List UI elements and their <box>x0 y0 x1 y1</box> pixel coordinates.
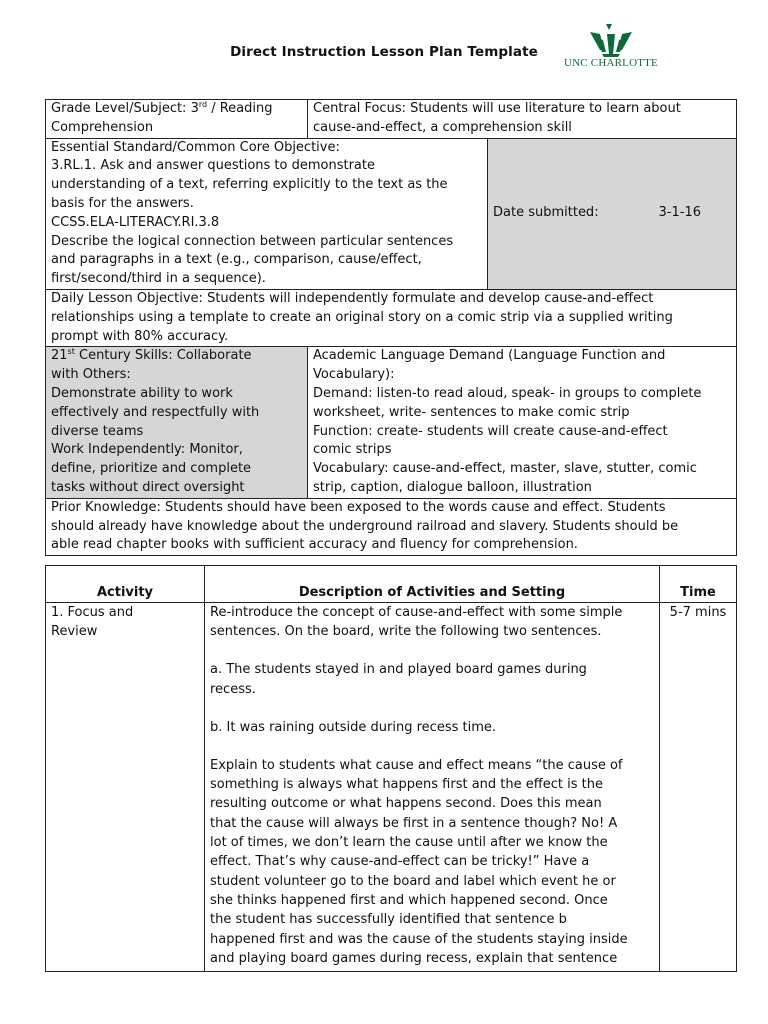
daily-objective-line: prompt with 80% accuracy. <box>51 328 229 344</box>
century-skills-cell <box>46 347 308 498</box>
description-line: Explain to students what cause and effect means “the cause of <box>210 757 623 773</box>
academic-language-line: strip, caption, dialogue balloon, illustration <box>313 479 592 495</box>
century-skills-line: tasks without direct oversight <box>51 479 245 495</box>
description-line: that the cause will always be first in a sentence though? No! A <box>210 815 618 831</box>
description-line: effect. That’s why cause-and-effect can be tricky!” Have a <box>210 854 590 870</box>
description-line: student volunteer go to the board and label which event he or <box>210 873 616 889</box>
daily-objective-line: relationships using a template to create an original story on a comic strip via a supplied writing <box>51 309 673 325</box>
standards-cell <box>46 138 488 289</box>
date-submitted-value: 3-1-16 <box>658 205 701 221</box>
grade-focus-row <box>46 100 737 139</box>
grade-superscript: rd <box>198 100 208 109</box>
standards-line: CCSS.ELA-LITERACY.RI.3.8 <box>51 214 220 230</box>
standards-line: Essential Standard/Common Core Objective: <box>51 139 340 155</box>
grade-subject-line <box>51 100 302 119</box>
standards-line: 3.RL.1. Ask and answer questions to demonstrate <box>51 158 375 174</box>
description-line: sentences. On the board, write the following two sentences. <box>210 624 602 640</box>
prior-knowledge-row <box>46 498 737 555</box>
description-column-header: Description of Activities and Setting <box>205 566 660 603</box>
date-submitted-label: Date submitted: <box>493 205 599 221</box>
description-spacer <box>210 699 654 718</box>
activities-header-row <box>46 566 737 603</box>
activity-name-line: Review <box>51 624 98 640</box>
prior-knowledge-line: able read chapter books with sufficient accuracy and fluency for comprehension. <box>51 537 578 553</box>
lesson-info-table <box>45 99 737 556</box>
century-skills-line: effectively and respectfully with <box>51 404 260 420</box>
century-skills-text: Century Skills: Collaborate <box>74 348 252 364</box>
description-line: recess. <box>210 681 256 697</box>
century-skills-line: Demonstrate ability to work <box>51 385 233 401</box>
description-line: the student has successfully identified that sentence b <box>210 912 567 928</box>
activities-table <box>45 565 737 972</box>
academic-language-line: Vocabulary): <box>313 367 395 383</box>
daily-objective-row <box>46 289 737 346</box>
activity-name-line: 1. Focus and <box>51 605 134 620</box>
century-skills-line: diverse teams <box>51 423 144 439</box>
standards-line: and paragraphs in a text (e.g., comparison, cause/effect, <box>51 252 422 268</box>
central-focus-line: cause-and-effect, a comprehension skill <box>313 119 572 135</box>
century-skills-line: define, prioritize and complete <box>51 461 252 477</box>
description-line: resulting outcome or what happens second. Does this mean <box>210 796 602 812</box>
grade-subject-line-2: Comprehension <box>51 119 154 135</box>
daily-objective-line: Daily Lesson Objective: Students will independently formulate and develop cause-and-effect <box>51 290 654 306</box>
unc-charlotte-logo <box>556 24 666 74</box>
daily-objective-cell <box>46 289 737 346</box>
activity-description-cell <box>205 603 660 972</box>
activity-column-header: Activity <box>46 566 205 603</box>
century-skills-line: with Others: <box>51 367 131 383</box>
century-number: 21 <box>51 348 68 364</box>
description-line: lot of times, we don’t learn the cause until after we know the <box>210 835 608 851</box>
activity-row <box>46 603 737 972</box>
description-line: happened first and was the cause of the students staying inside <box>210 931 628 947</box>
description-spacer <box>210 642 654 661</box>
description-line: a. The students stayed in and played board games during <box>210 662 587 678</box>
century-superscript: st <box>67 347 75 357</box>
academic-language-line: worksheet, write- sentences to make comic strip <box>313 404 630 420</box>
description-line: something is always what happens first and the effect is the <box>210 777 603 793</box>
grade-subject-cell <box>46 100 308 139</box>
prior-knowledge-line: Prior Knowledge: Students should have been exposed to the words cause and effect. Students <box>51 499 666 515</box>
academic-language-line: comic strips <box>313 442 392 458</box>
time-column-header: Time <box>660 566 737 603</box>
date-submitted-cell <box>488 138 737 289</box>
standards-line: Describe the logical connection between particular sentences <box>51 233 454 249</box>
prior-knowledge-cell <box>46 498 737 555</box>
standards-line: first/second/third in a sequence). <box>51 271 266 287</box>
grade-subject-text: Grade Level/Subject: 3 <box>51 101 199 116</box>
standards-line: basis for the answers. <box>51 195 194 211</box>
skills-language-row <box>46 347 737 498</box>
description-line: and playing board games during recess, explain that sentence <box>210 950 618 966</box>
central-focus-line: Central Focus: Students will use literature to learn about <box>313 101 681 116</box>
central-focus-cell <box>308 100 737 139</box>
academic-language-line: Function: create- students will create cause-and-effect <box>313 423 668 439</box>
description-line: b. It was raining outside during recess time. <box>210 719 496 735</box>
activity-name-cell <box>46 603 205 972</box>
standards-row <box>46 138 737 289</box>
academic-language-line: Academic Language Demand (Language Function and <box>313 348 666 364</box>
activity-time: 5-7 mins <box>669 605 727 620</box>
description-spacer <box>210 737 654 756</box>
standards-line: understanding of a text, referring explicitly to the text as the <box>51 177 448 193</box>
description-line: Re-introduce the concept of cause-and-effect with some simple <box>210 605 623 620</box>
century-skills-heading <box>51 347 302 366</box>
century-skills-line: Work Independently: Monitor, <box>51 442 243 458</box>
description-line: she thinks happened first and which happened second. Once <box>210 892 608 908</box>
crown-leaf-icon <box>556 24 666 58</box>
document-title: Direct Instruction Lesson Plan Template <box>230 44 538 60</box>
academic-language-line: Demand: listen-to read aloud, speak- in groups to complete <box>313 385 702 401</box>
grade-subject-text-b: / Reading <box>207 101 273 116</box>
activity-time-cell <box>660 603 737 972</box>
academic-language-line: Vocabulary: cause-and-effect, master, slave, stutter, comic <box>313 461 697 477</box>
logo-text: UNC CHARLOTTE <box>564 57 658 69</box>
academic-language-cell <box>308 347 737 498</box>
prior-knowledge-line: should already have knowledge about the underground railroad and slavery. Students should be <box>51 518 679 534</box>
